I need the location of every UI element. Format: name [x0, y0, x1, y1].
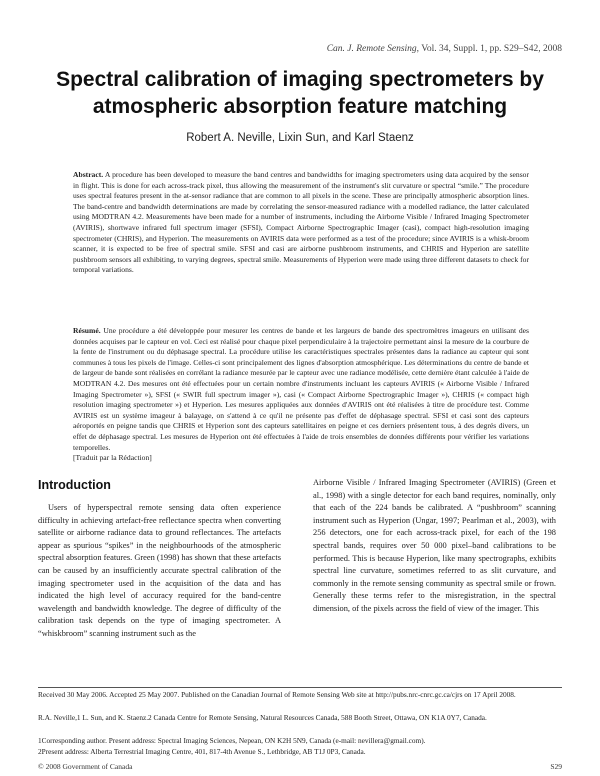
paper-title: Spectral calibration of imaging spectrometers by atmospheric absorption feature matching	[56, 68, 544, 118]
resume-label: Résumé.	[73, 326, 101, 335]
citation-details: , Vol. 34, Suppl. 1, pp. S29–S42, 2008	[416, 44, 562, 54]
section-heading-introduction: Introduction	[38, 478, 111, 492]
footer-divider	[38, 687, 562, 688]
abstract-french	[73, 326, 529, 464]
authors: Robert A. Neville, Lixin Sun, and Karl Staenz	[186, 132, 414, 144]
abstract-label: Abstract.	[73, 170, 104, 179]
intro-paragraph-left: Users of hyperspectral remote sensing data often experience difficulty in achieving artefact-free reflectance spectra when converting satellite or airborne radiance data to ground reflectances. The artefacts appear as spurious “spikes” in the neighbourhoods of the atmospheric spectral absorption features. Green (1998) has shown that these artefacts can be caused by an insufficiently accurate spectral calibration of the imaging spectrometer used in the acquisition of the data and has indicated the high level of accuracy required for the band-centre wavelength and bandwidth knowledge. The degree of difficulty of the calibration task depends on the type of imaging spectrometer. A “whiskbroom” scanning instrument such as the	[38, 503, 281, 638]
translator-note: [Traduit par la Rédaction]	[73, 453, 152, 463]
abstract-text: A procedure has been developed to measure the band centres and bandwidths for imaging spectrometers using data acquired by the sensor in flight. This is done for each across-track pixel, thus allowing the measurement of the instrument's slit curvature or spectral “smile.” The procedure uses spectral features present in the at-sensor radiance that are common to all pixels in the scene. These are principally atmospheric absorption lines. The band-centre and bandwidth determinations are made by correlating the sensor-measured radiance with a modelled radiance, the latter calculated using MODTRAN 4.2. Measurements have been made for a number of instruments, including the Airborne Visible / Infrared Imaging Spectrometer (AVIRIS), shortwave infrared full spectrum imager (SFSI), Compact Airborne Spectrographic Imager (casi), compact high-resolution imaging spectrometer (CHRIS), and Hyperion. The measurements on AVIRIS data were performed as a test of the procedure; since AVIRIS is a whisk-broom scanner, it is expected to be free of spectral smile. SFSI and casi are airborne pushbroom instruments, and CHRIS and Hyperion are satellite pushbroom sensors all exhibiting, to varying degrees, spectral smile. Measurements of Hyperion were made using three different datasets to check for temporal variations.	[73, 170, 529, 275]
author-affiliation: R.A. Neville,1 L. Sun, and K. Staenz.2 Canada Centre for Remote Sensing, Natural Resources Canada, 588 Booth Street, Ottawa, ON K1A 0Y7, Canada.	[38, 713, 487, 722]
footnote-2: 2Present address: Alberta Terrestrial Imaging Centre, 401, 817-4th Avenue S., Lethbridge, AB T1J 0P3, Canada.	[38, 747, 366, 756]
resume-text: Une procédure a été développée pour mesurer les centres de bande et les largeurs de bande des spectromètres imageurs en utilisant des données acquises par le capteur en vol. Ceci est réalisé pour chaque pixel perpendiculaire à la trajectoire permettant ainsi la mesure de la courbure de la fente de l'instrument ou du déphasage spectral. La procédure utilise les caractéristiques spectrales présentes dans la radiance au capteur qui sont communes à tous les pixels de l'image. Celles-ci sont principalement des lignes d'absorption atmosphérique. Les déterminations du centre de bande et de largeur de bande sont réalisées en corrélant la radiance mesurée par le capteur avec une radiance modélisée, cette dernière étant calculée à l'aide de MODTRAN 4.2. Des mesures ont été effectuées pour un certain nombre d'instruments incluant les capteurs AVIRIS (« Airborne Visible / Infrared Imaging Spectrometer »), SFSI (« SWIR full spectrum imager »), casi (« Compact Airborne Spectrographic Imager »), CHRIS (« compact high resolution imaging spectrometer ») et Hyperion. Les mesures appliquées aux données d'AVIRIS ont été réalisées à titre de procédure test. Comme AVIRIS est un système imageur à balayage, on s'attend à ce qu'il ne présente pas d'effet de déphasage spectral. SFSI et casi sont des capteurs aéroportés en peigne tandis que CHRIS et Hyperion sont des capteurs satellitaires en peigne et ces derniers présentent tous, à des degrés divers, un effet de déphasage spectral. Les mesures de Hyperion ont été effectuées à l'aide de trois ensembles de données différents pour vérifier les variations temporelles.	[73, 326, 529, 452]
page-number: S29	[550, 762, 562, 771]
left-column	[38, 502, 281, 641]
journal-name: Can. J. Remote Sensing	[326, 44, 417, 54]
journal-citation	[327, 44, 562, 54]
copyright-notice: © 2008 Government of Canada	[38, 762, 133, 771]
footnote-1: 1Corresponding author. Present address: Spectral Imaging Sciences, Nepean, ON K2H 5N9, Canada (e-mail: nevillera@gmail.com).	[38, 736, 426, 745]
received-dates: Received 30 May 2006. Accepted 25 May 2007. Published on the Canadian Journal of Remote Sensing Web site at http://pubs.nrc-cnrc.gc.ca/cjrs on 17 April 2008.	[38, 690, 516, 699]
abstract-english	[73, 170, 529, 276]
intro-paragraph-right: Airborne Visible / Infrared Imaging Spectrometer (AVIRIS) (Green et al., 1998) with a single detector for each band requires, nominally, only that each of the 224 bands be calibrated. A “pushbroom” scanning instrument such as Hyperion (Ungar, 1997; Pearlman et al., 2003), with 256 detectors, one for each across-track pixel, for each of the 198 spectral bands, requires over 50 000 pixel–band calibrations to be performed. This is because Hyperion, like many spectrographs, exhibits spectral line curvature, sometimes referred to as slit curvature, and commonly in the remote sensing community as spectral smile or frown. Generally these terms refer to the misregistration, in the spectral dimension, of the pixels across the field of view of the imager. This	[313, 478, 556, 613]
right-column	[313, 477, 556, 616]
